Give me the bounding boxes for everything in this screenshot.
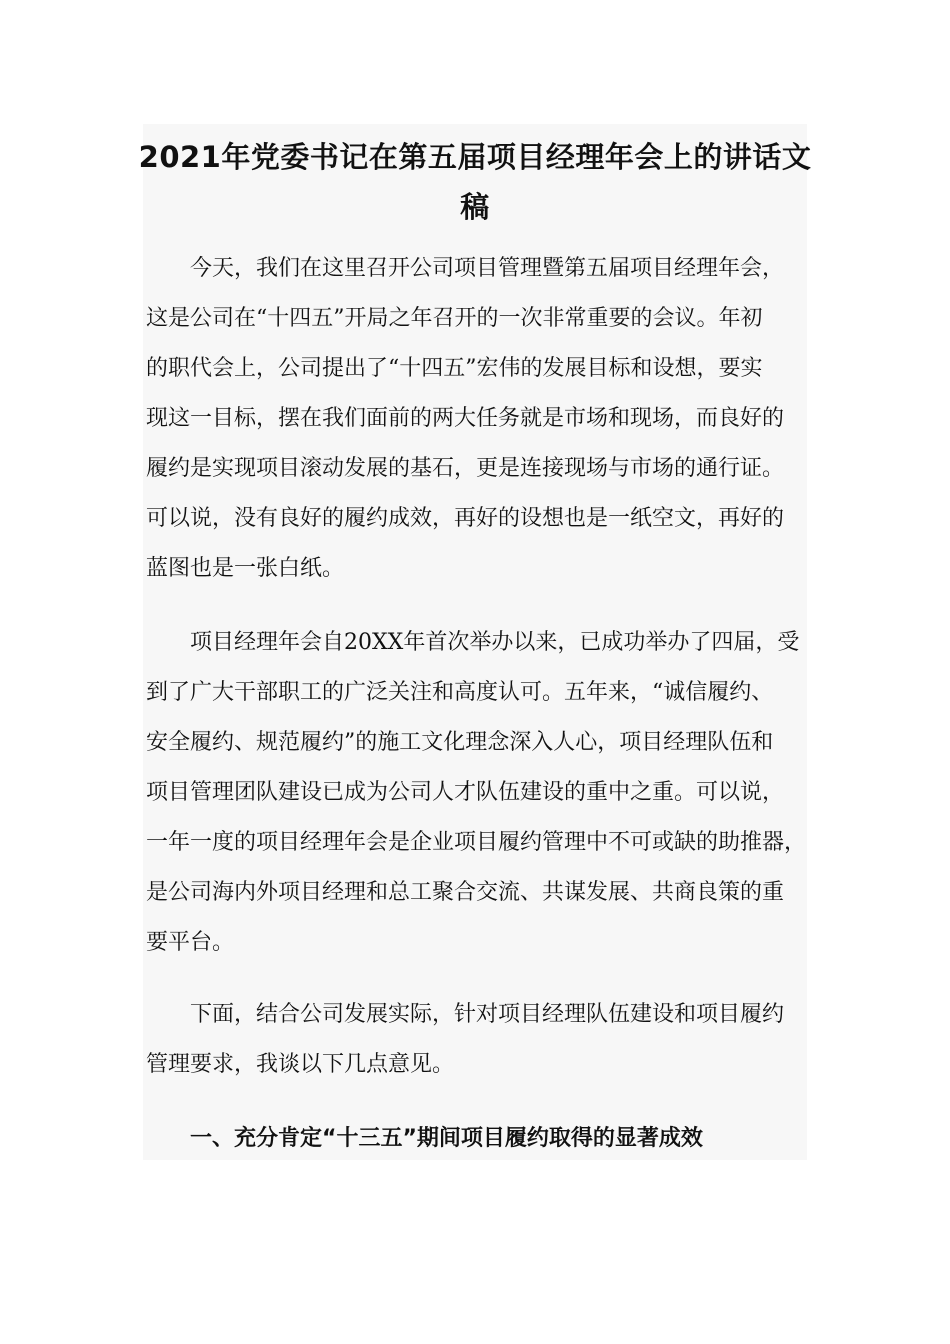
text-line: 安全履约、规范履约”的施工文化理念深入人心，项目经理队伍和: [146, 730, 774, 755]
document-title: [0, 132, 950, 232]
text-line: 这是公司在“十四五”开局之年召开的一次非常重要的会议。年初: [146, 306, 763, 331]
text-line: 履约是实现项目滚动发展的基石，更是连接现场与市场的通行证。: [146, 456, 785, 481]
section-heading: 一、充分肯定“十三五”期间项目履约取得的显著成效: [190, 1126, 703, 1151]
paragraph-intro: [146, 990, 806, 1090]
text-line: 项目经理年会自20XX年首次举办以来，已成功举办了四届，受: [190, 630, 800, 655]
text-line: 要平台。: [146, 930, 235, 955]
text-line: 下面，结合公司发展实际，针对项目经理队伍建设和项目履约: [190, 1002, 785, 1027]
title-line: 稿: [460, 190, 490, 224]
paragraph-opening: [146, 244, 806, 594]
text-line: 管理要求，我谈以下几点意见。: [146, 1052, 455, 1077]
text-line: 项目管理团队建设已成为公司人才队伍建设的重中之重。可以说，: [146, 780, 785, 805]
text-line: 的职代会上，公司提出了“十四五”宏伟的发展目标和设想，要实: [146, 356, 763, 381]
paragraph-history: [146, 618, 806, 968]
text-line: 蓝图也是一张白纸。: [146, 556, 345, 581]
text-line: 可以说，没有良好的履约成效，再好的设想也是一纸空文，再好的: [146, 506, 785, 531]
title-line: 2021年党委书记在第五届项目经理年会上的讲话文: [138, 140, 812, 174]
text-line: 是公司海内外项目经理和总工聚合交流、共谋发展、共商良策的重: [146, 880, 785, 905]
text-line: 到了广大干部职工的广泛关注和高度认可。五年来，“诚信履约、: [146, 680, 774, 705]
text-line: 一年一度的项目经理年会是企业项目履约管理中不可或缺的助推器，: [146, 830, 807, 855]
text-line: 现这一目标，摆在我们面前的两大任务就是市场和现场，而良好的: [146, 406, 785, 431]
text-line: 今天，我们在这里召开公司项目管理暨第五届项目经理年会，: [190, 256, 785, 281]
